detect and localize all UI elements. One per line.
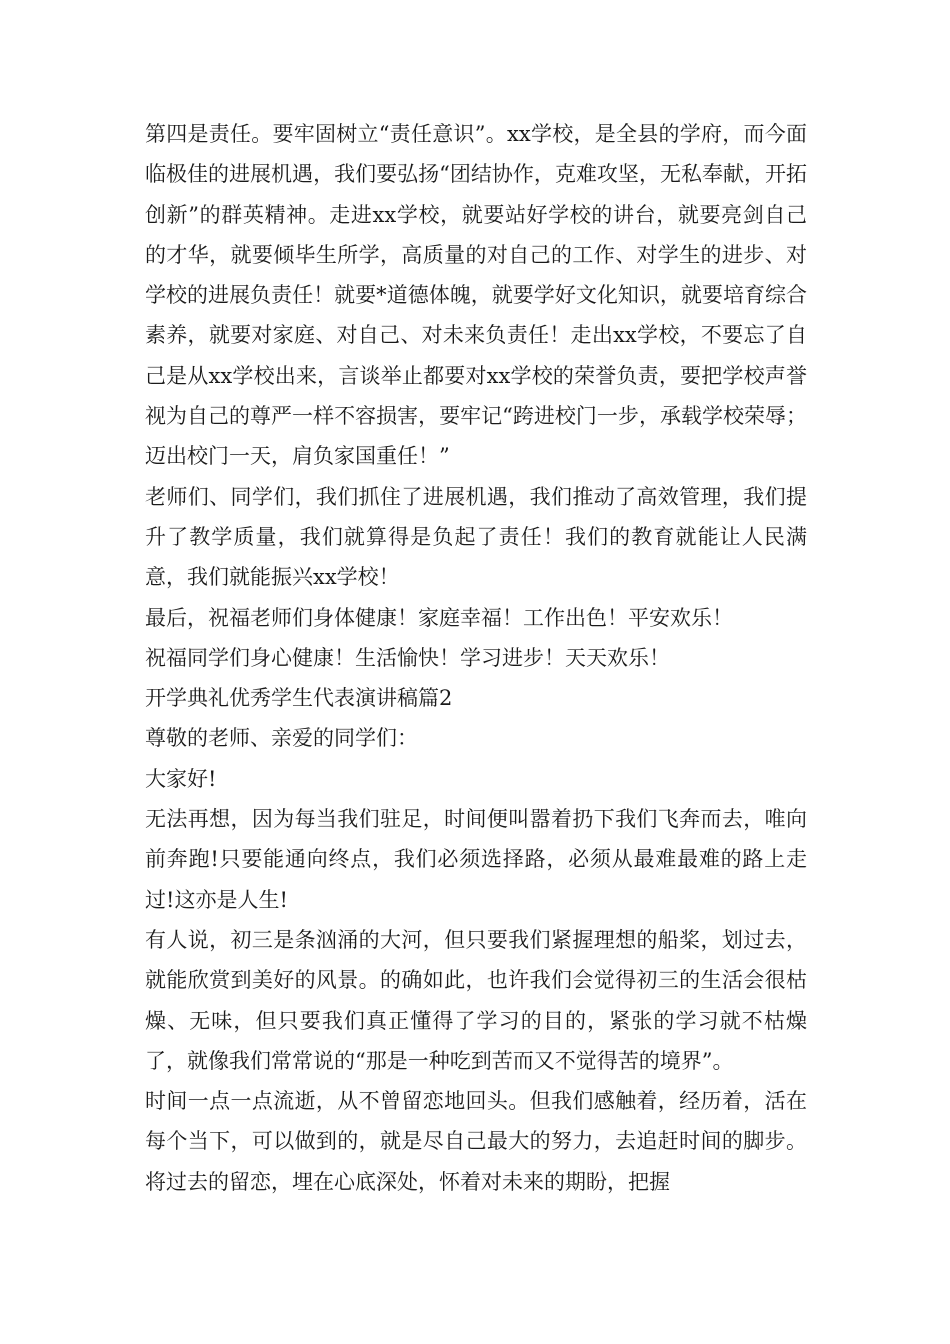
paragraph-time: 时间一点一点流逝，从不曾留恋地回头。但我们感触着，经历着，活在每个当下，可以做到的，就是尽自己最大的努力，去追赶时间的脚步。将过去的留恋，埋在心底深处，怀着对未来的期盼，把握 [145, 1089, 807, 1194]
document-body [145, 114, 807, 1202]
paragraph-running: 无法再想，因为每当我们驻足，时间便叫嚣着扔下我们飞奔而去，唯向前奔跑!只要能通向终点，我们必须选择路，必须从最难最难的路上走过!这亦是人生! [145, 807, 807, 912]
paragraph-responsibility: 第四是责任。要牢固树立“责任意识”。xx学校，是全县的学府，而今面临极佳的进展机遇，我们要弘扬“团结协作，克难攻坚，无私奉献，开拓创新”的群英精神。走进xx学校，就要站好学校的讲台，就要亮剑自己的才华，就要倾毕生所学，高质量的对自己的工作、对学生的进步、对学校的进展负责任！就要*道德体魄，就要学好文化知识，就要培育综合素养，就要对家庭、对自己、对未来负责任！走出xx学校，不要忘了自己是从xx学校出来，言谈举止都要对xx学校的荣誉负责，要把学校声誉视为自己的尊严一样不容损害，要牢记“跨进校门一步，承载学校荣辱；迈出校门一天，肩负家国重任！” [145, 122, 807, 469]
paragraph-teachers-students: 老师们、同学们，我们抓住了进展机遇，我们推动了高效管理，我们提升了教学质量，我们就算得是负起了责任！我们的教育就能让人民满意，我们就能振兴xx学校！ [145, 484, 807, 590]
paragraph-river: 有人说，初三是条汹涌的大河，但只要我们紧握理想的船桨，划过去，就能欣赏到美好的风景。的确如此，也许我们会觉得初三的生活会很枯燥、无味，但只要我们真正懂得了学习的目的，紧张的学习就不枯燥了，就像我们常常说的“那是一种吃到苦而又不觉得苦的境界”。 [145, 927, 807, 1073]
salutation: 尊敬的老师、亲爱的同学们： [145, 726, 418, 751]
paragraph-blessing-teachers: 最后，祝福老师们身体健康！家庭幸福！工作出色！平安欢乐！ [145, 605, 733, 630]
section-title: 开学典礼优秀学生代表演讲稿篇2 [145, 686, 453, 711]
paragraph-blessing-students: 祝福同学们身心健康！生活愉快！学习进步！天天欢乐！ [145, 645, 670, 670]
greeting: 大家好! [145, 766, 217, 791]
